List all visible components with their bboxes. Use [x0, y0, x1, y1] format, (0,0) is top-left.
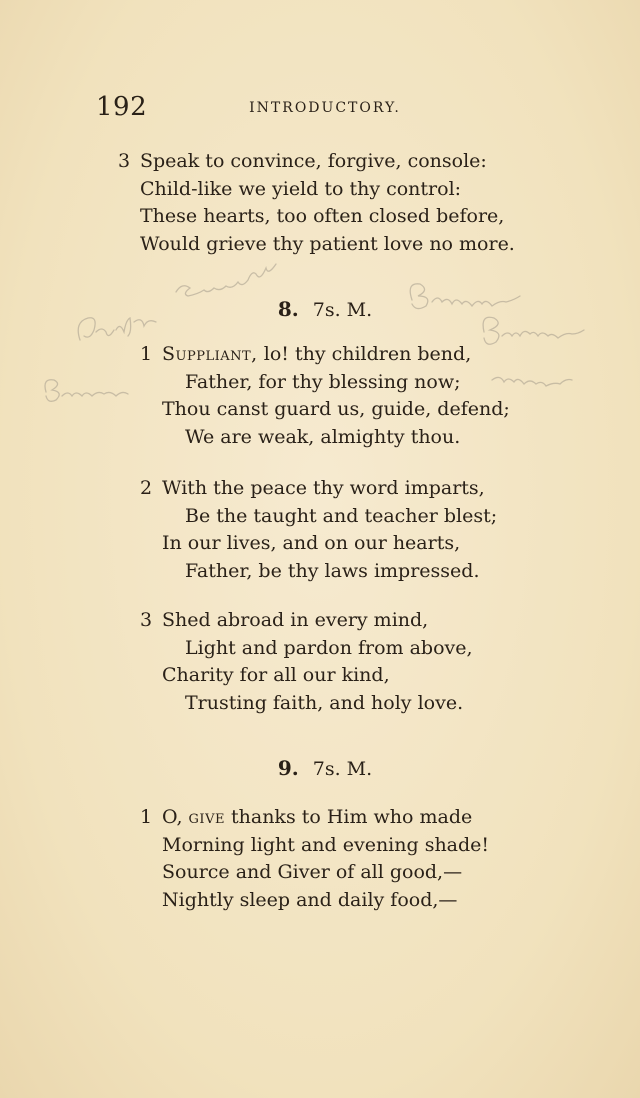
verse-number: 2: [140, 477, 153, 499]
verse-line: Father, be thy laws impressed.: [185, 560, 480, 582]
verse-number: 3: [140, 609, 153, 631]
verse-line: Speak to convince, forgive, console:: [140, 150, 487, 172]
hymn-number: 9.: [277, 756, 299, 780]
verse-line: Light and pardon from above,: [185, 637, 473, 659]
verse-number: 1: [140, 806, 153, 828]
verse-line: Would grieve thy patient love no more.: [140, 233, 515, 255]
verse-first-word: give: [188, 806, 225, 828]
verse-line: Nightly sleep and daily food,—: [162, 889, 458, 911]
verse-line: Be the taught and teacher blest;: [185, 505, 498, 527]
verse-line: Morning light and evening shade!: [162, 834, 490, 856]
verse-line: Child-like we yield to thy control:: [140, 178, 462, 200]
hymn-meter: 7s. M.: [312, 299, 373, 321]
verse-line: We are weak, almighty thou.: [185, 426, 461, 448]
verse-line: These hearts, too often closed before,: [140, 205, 505, 227]
verse-line: Source and Giver of all good,—: [162, 861, 463, 883]
verse-line: Shed abroad in every mind,: [162, 609, 429, 631]
verse-first-word: Suppliant,: [162, 343, 258, 365]
page-number: 192: [96, 92, 148, 122]
verse-line-rest: thanks to Him who made: [224, 806, 473, 828]
verse-number: 3: [118, 150, 131, 172]
verse-line: Trusting faith, and holy love.: [185, 692, 464, 714]
verse-line: In our lives, and on our hearts,: [162, 532, 461, 554]
verse-number: 1: [140, 343, 153, 365]
hymn-number: 8.: [277, 297, 299, 321]
hymn-meter: 7s. M.: [312, 758, 373, 780]
verse-line-start: O,: [162, 806, 189, 828]
verse-line: With the peace thy word imparts,: [162, 477, 485, 499]
verse-line: Father, for thy blessing now;: [185, 371, 461, 393]
verse-line: Charity for all our kind,: [162, 664, 390, 686]
verse-line-rest: lo! thy children bend,: [257, 343, 472, 365]
verse-line: Thou canst guard us, guide, defend;: [162, 398, 510, 420]
running-head: INTRODUCTORY.: [249, 100, 401, 116]
